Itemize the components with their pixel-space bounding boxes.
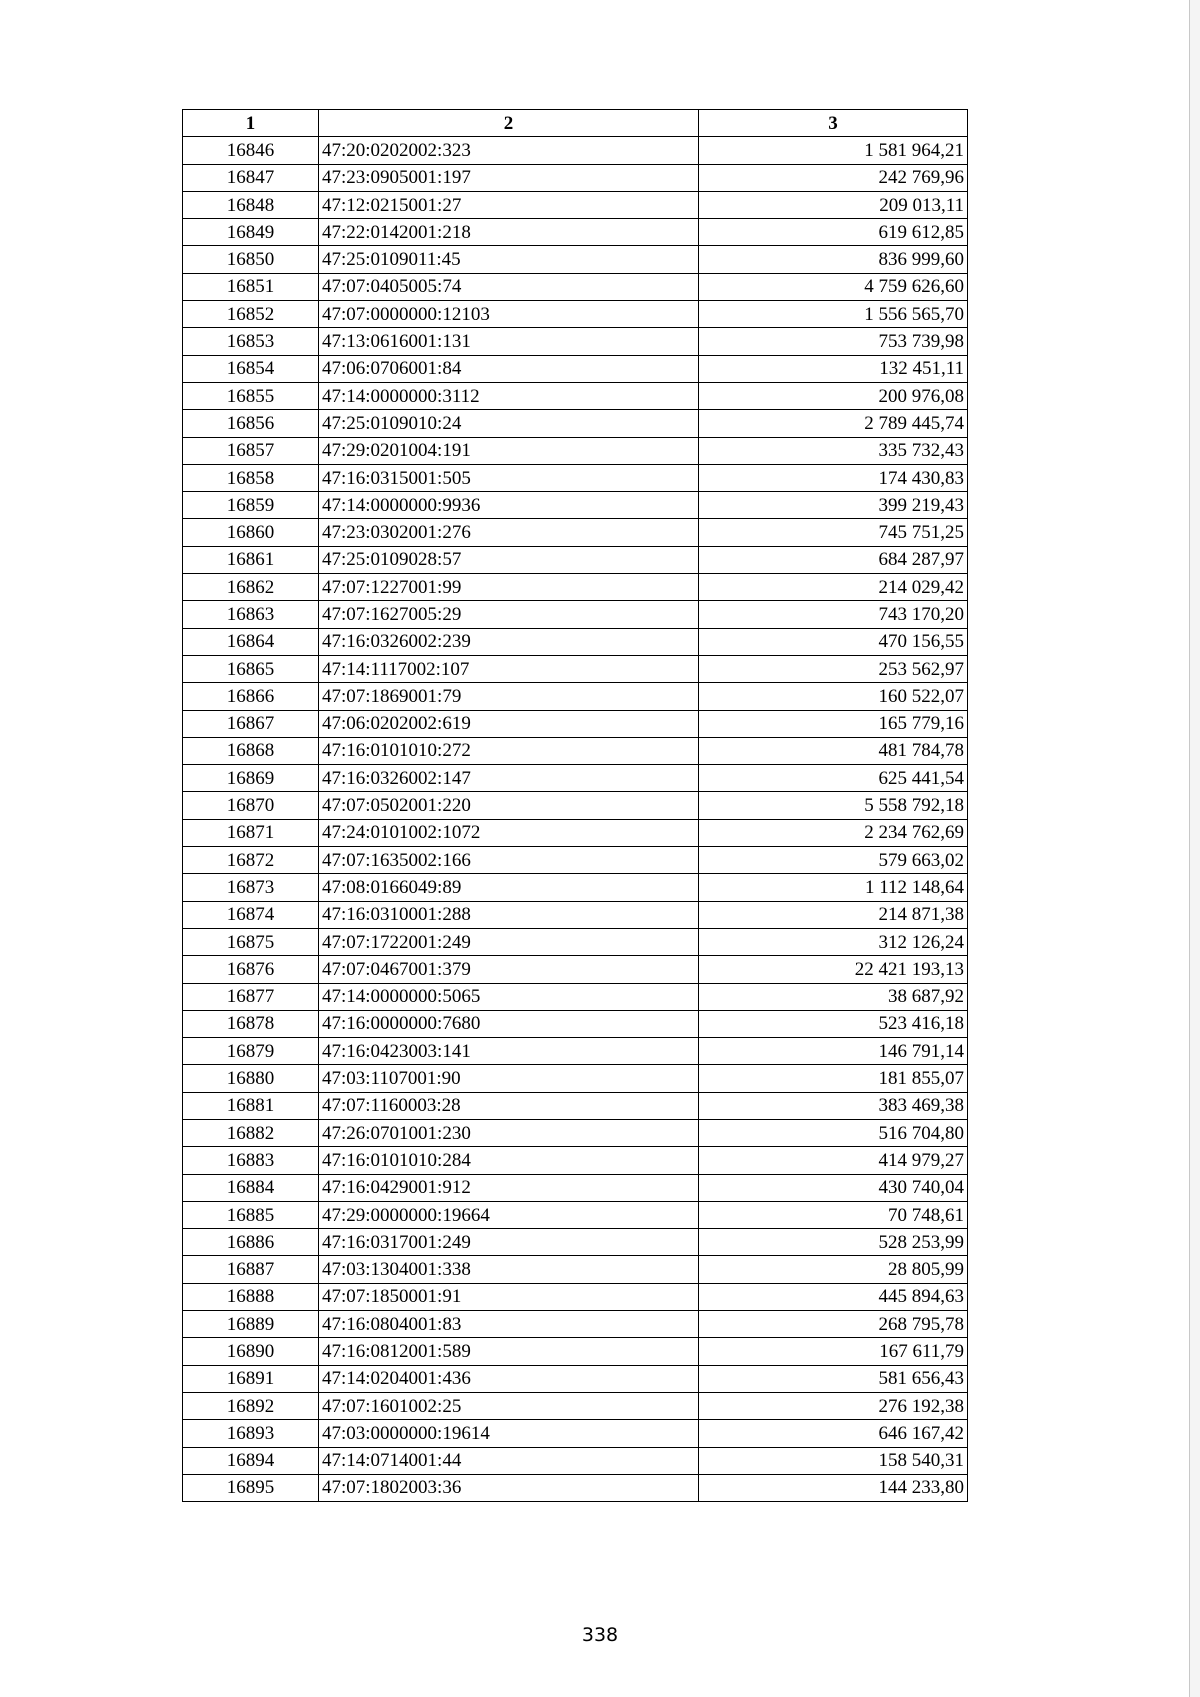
cadastral-value: 1 556 565,70	[699, 301, 968, 328]
row-number: 16871	[183, 819, 319, 846]
table-row	[183, 1147, 968, 1174]
cadastral-value: 132 451,11	[699, 355, 968, 382]
cadastral-number: 47:07:0000000:12103	[319, 301, 699, 328]
row-number: 16850	[183, 246, 319, 273]
table-row	[183, 1392, 968, 1419]
row-number: 16854	[183, 355, 319, 382]
cadastral-value: 581 656,43	[699, 1365, 968, 1392]
table-row	[183, 683, 968, 710]
cadastral-value: 38 687,92	[699, 983, 968, 1010]
table-row	[183, 164, 968, 191]
row-number: 16880	[183, 1065, 319, 1092]
cadastral-number: 47:07:1160003:28	[319, 1092, 699, 1119]
row-number: 16887	[183, 1256, 319, 1283]
table-row	[183, 246, 968, 273]
row-number: 16865	[183, 655, 319, 682]
table-row	[183, 382, 968, 409]
row-number: 16890	[183, 1338, 319, 1365]
table-row	[183, 1338, 968, 1365]
cadastral-value: 528 253,99	[699, 1229, 968, 1256]
cadastral-number: 47:16:0101010:272	[319, 737, 699, 764]
row-number: 16856	[183, 410, 319, 437]
row-number: 16861	[183, 546, 319, 573]
row-number: 16851	[183, 273, 319, 300]
column-header-3: 3	[699, 110, 968, 137]
table-row	[183, 901, 968, 928]
table-row	[183, 792, 968, 819]
cadastral-value: 743 170,20	[699, 601, 968, 628]
table-row	[183, 464, 968, 491]
row-number: 16874	[183, 901, 319, 928]
table-row	[183, 1311, 968, 1338]
cadastral-number: 47:16:0326002:239	[319, 628, 699, 655]
cadastral-number: 47:03:0000000:19614	[319, 1420, 699, 1447]
cadastral-number: 47:07:1601002:25	[319, 1392, 699, 1419]
cadastral-value: 158 540,31	[699, 1447, 968, 1474]
cadastral-number: 47:14:0000000:5065	[319, 983, 699, 1010]
row-number: 16855	[183, 382, 319, 409]
cadastral-value: 253 562,97	[699, 655, 968, 682]
row-number: 16879	[183, 1038, 319, 1065]
table-row	[183, 437, 968, 464]
table-row	[183, 956, 968, 983]
table-row	[183, 492, 968, 519]
cadastral-number: 47:07:1850001:91	[319, 1283, 699, 1310]
cadastral-value: 516 704,80	[699, 1119, 968, 1146]
cadastral-value: 753 739,98	[699, 328, 968, 355]
cadastral-value-table	[182, 109, 968, 1502]
page-edge	[1189, 0, 1200, 1697]
table-row	[183, 874, 968, 901]
cadastral-number: 47:16:0326002:147	[319, 765, 699, 792]
table-row	[183, 710, 968, 737]
cadastral-value: 312 126,24	[699, 928, 968, 955]
cadastral-number: 47:23:0905001:197	[319, 164, 699, 191]
table-row	[183, 1201, 968, 1228]
row-number: 16875	[183, 928, 319, 955]
cadastral-value: 414 979,27	[699, 1147, 968, 1174]
table-row	[183, 546, 968, 573]
cadastral-number: 47:16:0804001:83	[319, 1311, 699, 1338]
table-row	[183, 928, 968, 955]
cadastral-number: 47:22:0142001:218	[319, 219, 699, 246]
cadastral-value: 646 167,42	[699, 1420, 968, 1447]
cadastral-number: 47:07:1227001:99	[319, 574, 699, 601]
row-number: 16860	[183, 519, 319, 546]
row-number: 16893	[183, 1420, 319, 1447]
row-number: 16853	[183, 328, 319, 355]
column-header-1: 1	[183, 110, 319, 137]
cadastral-value: 2 789 445,74	[699, 410, 968, 437]
table-row	[183, 1038, 968, 1065]
cadastral-value: 445 894,63	[699, 1283, 968, 1310]
table-body	[183, 137, 968, 1502]
cadastral-number: 47:07:1627005:29	[319, 601, 699, 628]
row-number: 16891	[183, 1365, 319, 1392]
row-number: 16868	[183, 737, 319, 764]
cadastral-number: 47:07:0405005:74	[319, 273, 699, 300]
table-row	[183, 737, 968, 764]
row-number: 16867	[183, 710, 319, 737]
row-number: 16885	[183, 1201, 319, 1228]
table-row	[183, 328, 968, 355]
row-number: 16870	[183, 792, 319, 819]
row-number: 16872	[183, 847, 319, 874]
row-number: 16883	[183, 1147, 319, 1174]
row-number: 16849	[183, 219, 319, 246]
cadastral-value: 399 219,43	[699, 492, 968, 519]
table-row	[183, 1229, 968, 1256]
cadastral-number: 47:16:0101010:284	[319, 1147, 699, 1174]
row-number: 16873	[183, 874, 319, 901]
table-row	[183, 1447, 968, 1474]
cadastral-number: 47:14:0000000:3112	[319, 382, 699, 409]
cadastral-number: 47:16:0000000:7680	[319, 1010, 699, 1037]
row-number: 16859	[183, 492, 319, 519]
table-row	[183, 765, 968, 792]
row-number: 16852	[183, 301, 319, 328]
table-row	[183, 1010, 968, 1037]
cadastral-number: 47:07:0467001:379	[319, 956, 699, 983]
table-row	[183, 137, 968, 164]
table-row	[183, 574, 968, 601]
table-row	[183, 355, 968, 382]
cadastral-number: 47:07:1869001:79	[319, 683, 699, 710]
table-row	[183, 191, 968, 218]
cadastral-number: 47:07:0502001:220	[319, 792, 699, 819]
cadastral-value: 22 421 193,13	[699, 956, 968, 983]
cadastral-number: 47:25:0109011:45	[319, 246, 699, 273]
cadastral-number: 47:16:0423003:141	[319, 1038, 699, 1065]
cadastral-value: 1 112 148,64	[699, 874, 968, 901]
table-row	[183, 1365, 968, 1392]
cadastral-number: 47:14:0714001:44	[319, 1447, 699, 1474]
cadastral-number: 47:25:0109010:24	[319, 410, 699, 437]
cadastral-value: 276 192,38	[699, 1392, 968, 1419]
cadastral-number: 47:14:1117002:107	[319, 655, 699, 682]
cadastral-number: 47:03:1107001:90	[319, 1065, 699, 1092]
cadastral-value: 625 441,54	[699, 765, 968, 792]
table-row	[183, 819, 968, 846]
row-number: 16864	[183, 628, 319, 655]
cadastral-number: 47:14:0204001:436	[319, 1365, 699, 1392]
cadastral-value: 523 416,18	[699, 1010, 968, 1037]
cadastral-number: 47:20:0202002:323	[319, 137, 699, 164]
cadastral-number: 47:06:0706001:84	[319, 355, 699, 382]
cadastral-value: 5 558 792,18	[699, 792, 968, 819]
table-row	[183, 1256, 968, 1283]
column-header-2: 2	[319, 110, 699, 137]
row-number: 16869	[183, 765, 319, 792]
cadastral-value: 4 759 626,60	[699, 273, 968, 300]
cadastral-value: 165 779,16	[699, 710, 968, 737]
cadastral-value: 684 287,97	[699, 546, 968, 573]
cadastral-number: 47:26:0701001:230	[319, 1119, 699, 1146]
table-row	[183, 1119, 968, 1146]
cadastral-number: 47:29:0000000:19664	[319, 1201, 699, 1228]
row-number: 16884	[183, 1174, 319, 1201]
cadastral-value: 144 233,80	[699, 1474, 968, 1501]
cadastral-value: 619 612,85	[699, 219, 968, 246]
header-row	[183, 110, 968, 137]
row-number: 16877	[183, 983, 319, 1010]
cadastral-value: 28 805,99	[699, 1256, 968, 1283]
cadastral-number: 47:16:0317001:249	[319, 1229, 699, 1256]
table-row	[183, 1092, 968, 1119]
cadastral-value: 335 732,43	[699, 437, 968, 464]
cadastral-number: 47:24:0101002:1072	[319, 819, 699, 846]
row-number: 16892	[183, 1392, 319, 1419]
row-number: 16889	[183, 1311, 319, 1338]
cadastral-number: 47:29:0201004:191	[319, 437, 699, 464]
cadastral-value: 268 795,78	[699, 1311, 968, 1338]
cadastral-value: 745 751,25	[699, 519, 968, 546]
cadastral-value: 146 791,14	[699, 1038, 968, 1065]
cadastral-value: 181 855,07	[699, 1065, 968, 1092]
table-row	[183, 519, 968, 546]
table-row	[183, 1283, 968, 1310]
cadastral-value: 2 234 762,69	[699, 819, 968, 846]
cadastral-value: 836 999,60	[699, 246, 968, 273]
row-number: 16857	[183, 437, 319, 464]
cadastral-number: 47:07:1635002:166	[319, 847, 699, 874]
row-number: 16881	[183, 1092, 319, 1119]
cadastral-value: 214 871,38	[699, 901, 968, 928]
cadastral-value: 383 469,38	[699, 1092, 968, 1119]
cadastral-value: 167 611,79	[699, 1338, 968, 1365]
row-number: 16848	[183, 191, 319, 218]
cadastral-number: 47:16:0812001:589	[319, 1338, 699, 1365]
table-row	[183, 847, 968, 874]
cadastral-value: 430 740,04	[699, 1174, 968, 1201]
table-row	[183, 1174, 968, 1201]
row-number: 16895	[183, 1474, 319, 1501]
cadastral-value: 209 013,11	[699, 191, 968, 218]
table-row	[183, 655, 968, 682]
row-number: 16863	[183, 601, 319, 628]
table-row	[183, 410, 968, 437]
cadastral-value: 579 663,02	[699, 847, 968, 874]
row-number: 16886	[183, 1229, 319, 1256]
cadastral-number: 47:16:0315001:505	[319, 464, 699, 491]
cadastral-number: 47:23:0302001:276	[319, 519, 699, 546]
cadastral-number: 47:06:0202002:619	[319, 710, 699, 737]
table-row	[183, 983, 968, 1010]
cadastral-value: 200 976,08	[699, 382, 968, 409]
cadastral-number: 47:25:0109028:57	[319, 546, 699, 573]
table-row	[183, 219, 968, 246]
table-row	[183, 301, 968, 328]
row-number: 16876	[183, 956, 319, 983]
cadastral-number: 47:12:0215001:27	[319, 191, 699, 218]
table-row	[183, 273, 968, 300]
row-number: 16882	[183, 1119, 319, 1146]
table-row	[183, 1420, 968, 1447]
cadastral-number: 47:14:0000000:9936	[319, 492, 699, 519]
table-row	[183, 601, 968, 628]
table-row	[183, 1065, 968, 1092]
cadastral-value: 70 748,61	[699, 1201, 968, 1228]
cadastral-value: 481 784,78	[699, 737, 968, 764]
table-header	[183, 110, 968, 137]
cadastral-number: 47:07:1722001:249	[319, 928, 699, 955]
row-number: 16846	[183, 137, 319, 164]
table-row	[183, 628, 968, 655]
cadastral-value: 242 769,96	[699, 164, 968, 191]
cadastral-value: 174 430,83	[699, 464, 968, 491]
cadastral-value: 470 156,55	[699, 628, 968, 655]
table-row	[183, 1474, 968, 1501]
cadastral-number: 47:07:1802003:36	[319, 1474, 699, 1501]
cadastral-number: 47:03:1304001:338	[319, 1256, 699, 1283]
page-number: 338	[581, 1624, 619, 1646]
cadastral-value: 1 581 964,21	[699, 137, 968, 164]
row-number: 16862	[183, 574, 319, 601]
cadastral-number: 47:13:0616001:131	[319, 328, 699, 355]
row-number: 16866	[183, 683, 319, 710]
cadastral-number: 47:16:0429001:912	[319, 1174, 699, 1201]
row-number: 16888	[183, 1283, 319, 1310]
row-number: 16858	[183, 464, 319, 491]
cadastral-value: 160 522,07	[699, 683, 968, 710]
row-number: 16878	[183, 1010, 319, 1037]
row-number: 16894	[183, 1447, 319, 1474]
cadastral-number: 47:08:0166049:89	[319, 874, 699, 901]
row-number: 16847	[183, 164, 319, 191]
cadastral-number: 47:16:0310001:288	[319, 901, 699, 928]
cadastral-value: 214 029,42	[699, 574, 968, 601]
